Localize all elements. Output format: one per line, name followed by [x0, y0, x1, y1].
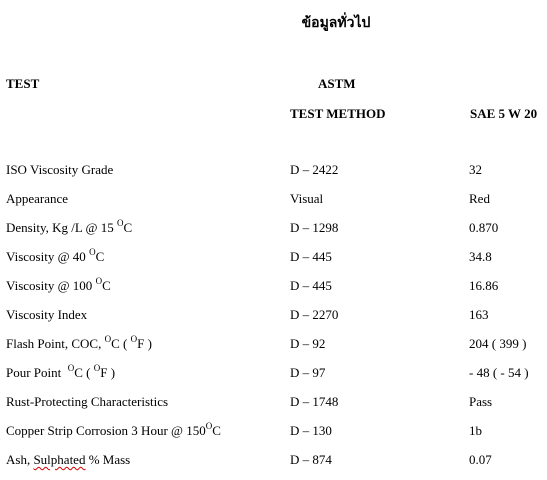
test-method: D – 92 — [290, 336, 326, 351]
test-value: - 48 ( - 54 ) — [469, 365, 529, 380]
degree-mark: O — [89, 247, 96, 257]
test-value: 16.86 — [469, 278, 499, 293]
test-method: D – 2270 — [290, 307, 339, 322]
table-row — [0, 190, 547, 219]
test-value: 0.870 — [469, 220, 499, 235]
test-name: Density, Kg /L @ 15 $^O$C — [6, 218, 133, 235]
test-value: Red — [469, 191, 490, 206]
test-value: 163 — [469, 307, 489, 322]
spec-table — [0, 161, 547, 480]
table-row — [0, 364, 547, 393]
test-name: Ash, Sulphated % Mass — [6, 452, 131, 467]
table-row — [0, 219, 547, 248]
degree-mark: O — [130, 334, 138, 344]
degree-mark: O — [93, 363, 101, 373]
column-header-astm: ASTM — [318, 76, 356, 91]
test-name: Pour Point $^O$C ( $^O$F ) — [6, 363, 116, 380]
degree-mark: O — [67, 363, 75, 373]
column-header-test-method: TEST METHOD — [290, 106, 386, 121]
table-row — [0, 422, 547, 451]
degree-mark: O — [117, 218, 124, 228]
test-value: 0.07 — [469, 452, 492, 467]
spellcheck-word: Sulphated — [33, 452, 86, 467]
test-method: D – 2422 — [290, 162, 339, 177]
table-row — [0, 277, 547, 306]
test-method: Visual — [290, 191, 324, 206]
test-value: 1b — [469, 423, 482, 438]
test-value: 34.8 — [469, 249, 492, 264]
page-title: ข้อมูลทั่วไป — [301, 15, 371, 31]
test-name: Rust-Protecting Characteristics — [6, 394, 169, 409]
table-row — [0, 335, 547, 364]
degree-mark: O — [104, 334, 112, 344]
table-row — [0, 248, 547, 277]
test-name: Viscosity @ 100 $^O$C — [6, 276, 111, 293]
test-name: Copper Strip Corrosion 3 Hour @ $150^OC$ — [6, 421, 221, 438]
test-method: D – 1298 — [290, 220, 339, 235]
test-method: D – 1748 — [290, 394, 339, 409]
test-value: Pass — [469, 394, 493, 409]
test-name: Viscosity Index — [6, 307, 88, 322]
test-method: D – 445 — [290, 278, 332, 293]
test-method: D – 130 — [290, 423, 332, 438]
test-method: D – 97 — [290, 365, 326, 380]
test-value: 32 — [469, 162, 482, 177]
test-method: D – 445 — [290, 249, 332, 264]
test-name: Appearance — [6, 191, 69, 206]
table-row — [0, 393, 547, 422]
table-row — [0, 161, 547, 190]
test-name: Flash Point, COC, $^O$C ( $^O$F ) — [6, 334, 152, 351]
degree-mark: O — [205, 421, 213, 431]
table-row — [0, 451, 547, 480]
test-method: D – 874 — [290, 452, 332, 467]
test-name: ISO Viscosity Grade — [6, 162, 114, 177]
test-value: 204 ( 399 ) — [469, 336, 527, 351]
test-name: Viscosity @ 40 $^O$C — [6, 247, 105, 264]
table-row — [0, 306, 547, 335]
column-header-grade: SAE 5 W 20 — [470, 106, 538, 121]
degree-mark: O — [95, 276, 103, 286]
column-header-test: TEST — [6, 76, 40, 91]
